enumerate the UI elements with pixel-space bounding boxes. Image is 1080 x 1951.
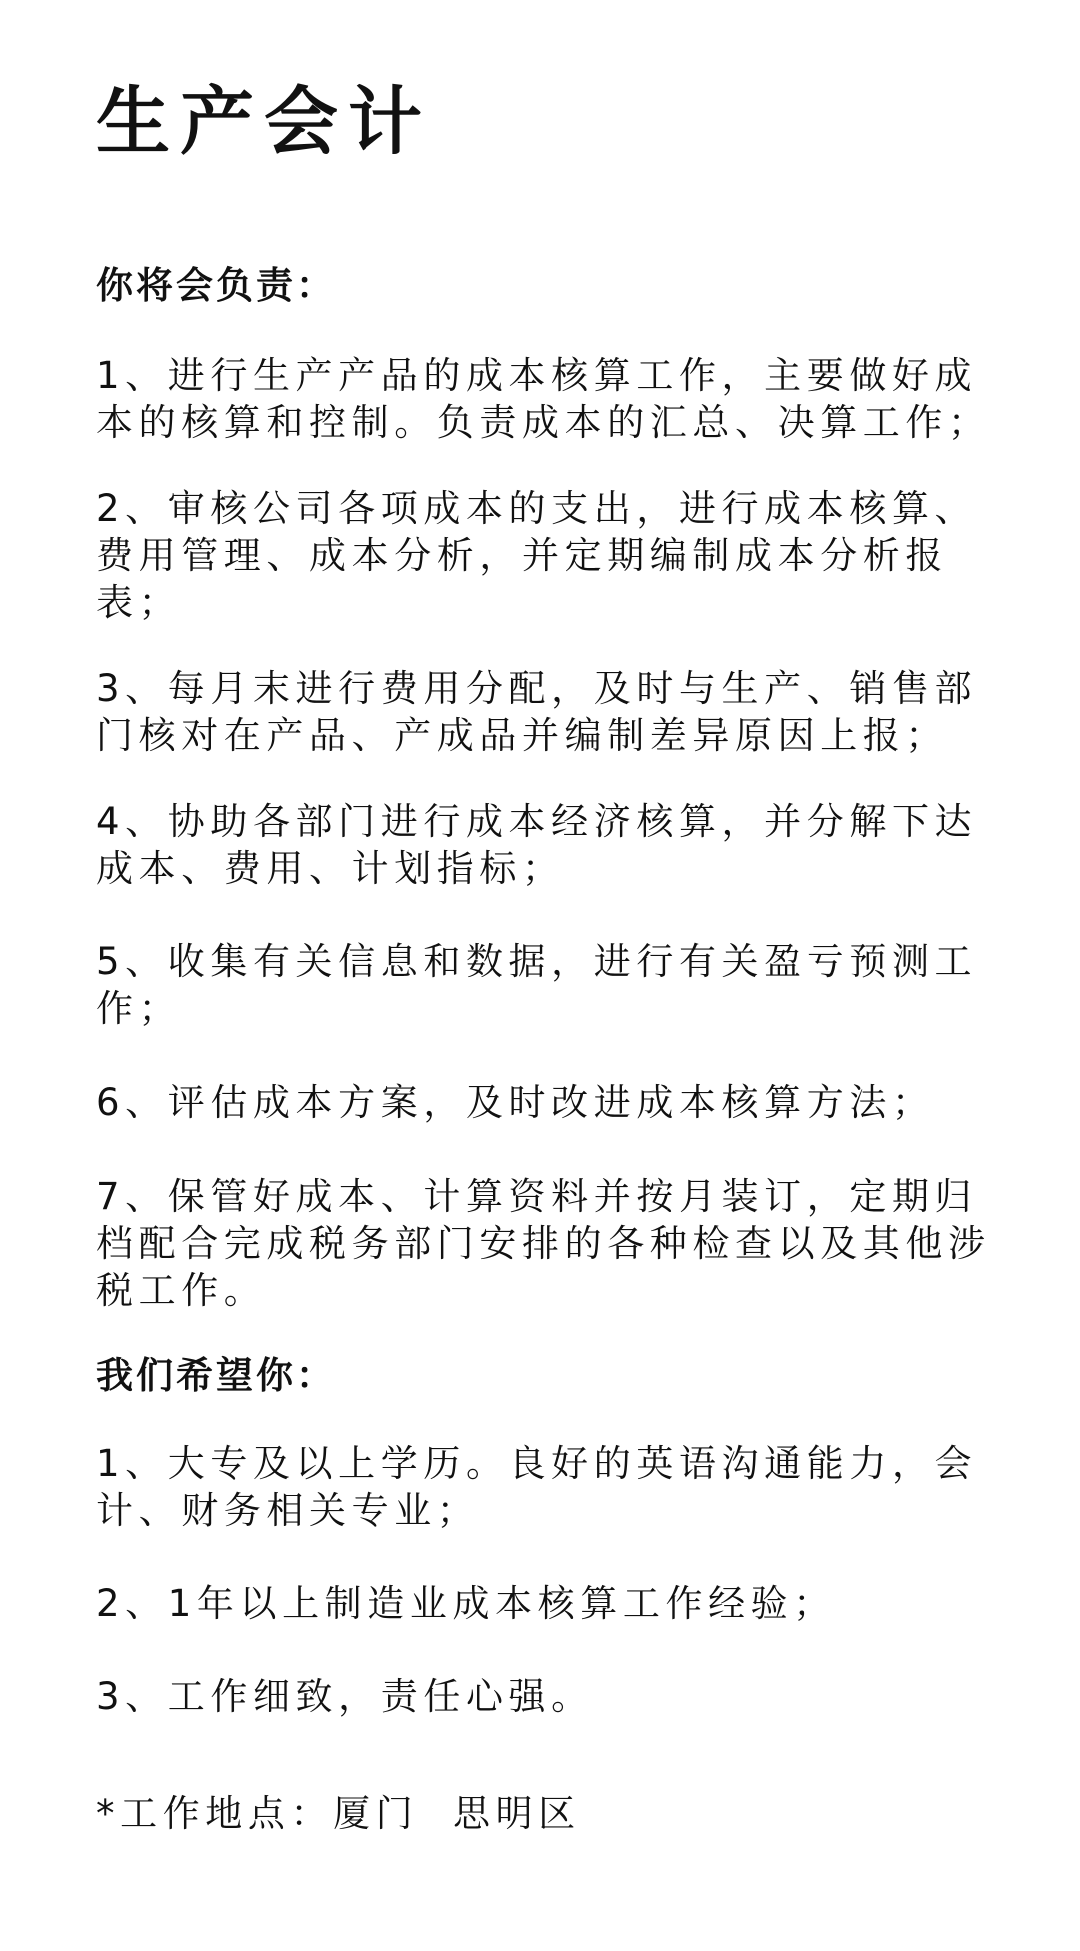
requirements-heading: 我们希望你：: [96, 1354, 336, 1397]
responsibility-item-5: 5、收集有关信息和数据，进行有关盈亏预测工作；: [96, 940, 978, 1030]
responsibility-item-1: 1、进行生产产品的成本核算工作，主要做好成本的核算和控制。负责成本的汇总、决算工作；: [96, 354, 991, 444]
page-title: 生产会计: [96, 79, 432, 165]
requirements-list: [96, 1440, 996, 1720]
responsibility-item-3: 3、每月末进行费用分配，及时与生产、销售部门核对在产品、产成品并编制差异原因上报；: [96, 667, 978, 757]
responsibilities-list: [96, 352, 996, 1314]
work-location: *工作地点：厦门 思明区: [96, 1792, 581, 1835]
responsibility-item-6: 6、评估成本方案，及时改进成本核算方法；: [96, 1081, 935, 1124]
requirement-item-3: 3、工作细致，责任心强。: [96, 1675, 594, 1718]
responsibility-item-7: 7、保管好成本、计算资料并按月装订，定期归档配合完成税务部门安排的各种检查以及其他涉税工作。: [96, 1175, 991, 1312]
responsibility-item-2: 2、审核公司各项成本的支出，进行成本核算、费用管理、成本分析，并定期编制成本分析报表；: [96, 487, 978, 624]
requirement-item-2: 2、1年以上制造业成本核算工作经验；: [96, 1582, 836, 1625]
responsibilities-heading: 你将会负责：: [96, 264, 336, 307]
requirement-item-1: 1、大专及以上学历。良好的英语沟通能力，会计、财务相关专业；: [96, 1442, 978, 1532]
responsibility-item-4: 4、协助各部门进行成本经济核算，并分解下达成本、费用、计划指标；: [96, 800, 978, 890]
